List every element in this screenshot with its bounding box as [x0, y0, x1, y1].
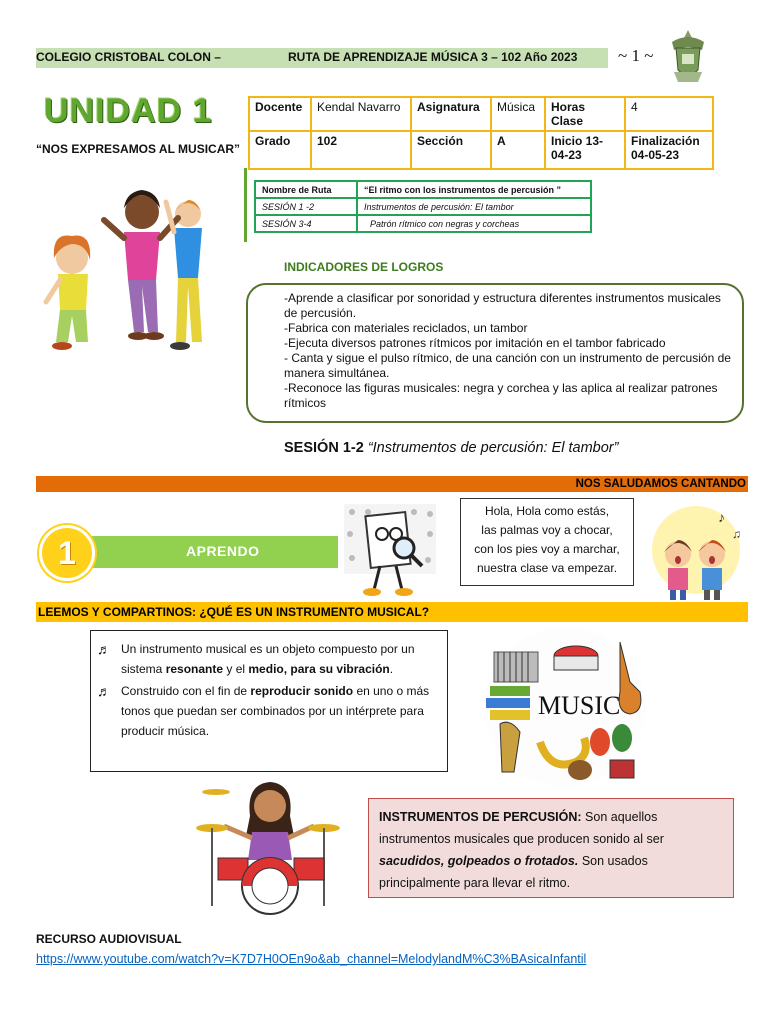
music-note-icon: ♬ [97, 683, 111, 699]
step-number-badge: 1 [42, 528, 92, 578]
indicator-item: - Canta y sigue el pulso rítmico, de una canción con un instrumento de percusión de manera simultánea. [284, 351, 731, 380]
singing-kids-illustration [646, 500, 746, 604]
song-line: nuestra clase va empezar. [476, 561, 618, 575]
greeting-bar-label: NOS SALUDAMOS CANTANDO [575, 478, 746, 490]
info-cell: Inicio 13-04-23 [545, 131, 625, 169]
definition-text: . [389, 662, 394, 676]
svg-text:♪: ♪ [718, 509, 725, 525]
definition-text: en uno o más tonos que puedan ser combinados por un intérprete para producir música. [121, 684, 430, 738]
info-cell: Kendal Navarro [311, 97, 411, 131]
route-cell: Instrumentos de percusión: El tambor [357, 198, 591, 215]
indicator-item: -Aprende a clasificar por sonoridad y estructura diferentes instrumentos musicales de percusión. [284, 291, 721, 320]
song-line: Hola, Hola como estás, [484, 504, 610, 518]
indicator-item: -Fabrica con materiales reciclados, un tambor [284, 321, 528, 335]
route-cell: SESIÓN 1 -2 [255, 198, 357, 215]
definition-text: Construido con el fin de [121, 684, 251, 698]
route-cell: Nombre de Ruta [255, 181, 357, 198]
info-cell: 4 [625, 97, 713, 131]
route-title: RUTA DE APRENDIZAJE MÚSICA 3 – 102 Año 2023 [288, 50, 578, 64]
route-row [255, 181, 591, 198]
info-cell: 102 [311, 131, 411, 169]
indicators-box [246, 283, 744, 423]
definition-item [97, 639, 439, 679]
girl-drummer-illustration [194, 776, 344, 918]
info-table [248, 96, 714, 170]
session-heading [284, 440, 618, 456]
route-cell: “El ritmo con los instrumentos de percusión ” [357, 181, 591, 198]
indicator-item: -Ejecuta diversos patrones rítmicos por imitación en el tambor fabricado [284, 336, 666, 350]
percussion-text: Son usados principalmente para llevar el ritmo. [379, 854, 648, 890]
resource-title: RECURSO AUDIOVISUAL [36, 932, 182, 946]
definition-text: Un instrumento musical es un objeto compuesto por un sistema [121, 642, 415, 676]
info-cell: Música [491, 97, 545, 131]
page-number: ~ 1 ~ [618, 46, 654, 65]
info-row [249, 131, 713, 169]
info-cell: A [491, 131, 545, 169]
song-lyrics-box [460, 498, 634, 586]
info-cell: Horas Clase [545, 97, 625, 131]
info-cell: Asignatura [411, 97, 491, 131]
song-line: con los pies voy a marchar, [474, 542, 620, 556]
unit-subtitle: “NOS EXPRESAMOS AL MUSICAR” [36, 142, 241, 156]
info-cell: Docente [249, 97, 311, 131]
read-share-label: LEEMOS Y COMPARTINOS: ¿QUÉ ES UN INSTRUMENTO MUSICAL? [38, 605, 430, 619]
route-table [254, 180, 592, 233]
session-label: SESIÓN 1-2 [284, 440, 364, 456]
info-cell: Grado [249, 131, 311, 169]
definition-bold: medio, para su vibración [248, 662, 390, 676]
svg-text:♫: ♫ [732, 527, 741, 541]
route-cell: SESIÓN 3-4 [255, 215, 357, 232]
music-word: MUSIC [538, 691, 621, 720]
route-row [255, 198, 591, 215]
book-magnifier-illustration [344, 504, 436, 600]
definition-box [90, 630, 448, 772]
music-note-icon: ♬ [97, 641, 111, 657]
route-accent-line [244, 168, 247, 242]
definition-item [97, 681, 439, 741]
percussion-actions: sacudidos, golpeados o frotados. [379, 854, 579, 868]
indicator-item: -Reconoce las figuras musicales: negra y corchea y las aplica al realizar patrones rítmicos [284, 381, 718, 410]
percussion-definition-box [368, 798, 734, 898]
youtube-link[interactable]: https://www.youtube.com/watch?v=K7D7H0OEn9o&ab_channel=MelodylandM%C3%BAsicaInfantil [36, 952, 587, 966]
route-row [255, 215, 591, 232]
song-line: las palmas voy a chocar, [481, 523, 613, 537]
kids-jumping-illustration [38, 182, 208, 362]
definition-bold: resonante [165, 662, 224, 676]
school-crest-icon [668, 28, 708, 84]
definition-bold: reproducir sonido [250, 684, 354, 698]
percussion-lead: INSTRUMENTOS DE PERCUSIÓN: [379, 810, 582, 824]
aprendo-label: APRENDO [186, 543, 260, 559]
session-title: “Instrumentos de percusión: El tambor” [367, 440, 619, 456]
indicators-title: INDICADORES DE LOGROS [284, 260, 444, 274]
definition-text: y el [223, 662, 249, 676]
percussion-text: Son aquellos instrumentos musicales que producen sonido al ser [379, 810, 664, 846]
music-instruments-collage [480, 622, 650, 792]
school-name: COLEGIO CRISTOBAL COLON – [36, 50, 221, 64]
info-cell: Finalización 04-05-23 [625, 131, 713, 169]
info-row [249, 97, 713, 131]
info-cell: Sección [411, 131, 491, 169]
route-cell: Patrón rítmico con negras y corcheas [357, 215, 591, 232]
unit-title: UNIDAD 1 [44, 92, 213, 130]
